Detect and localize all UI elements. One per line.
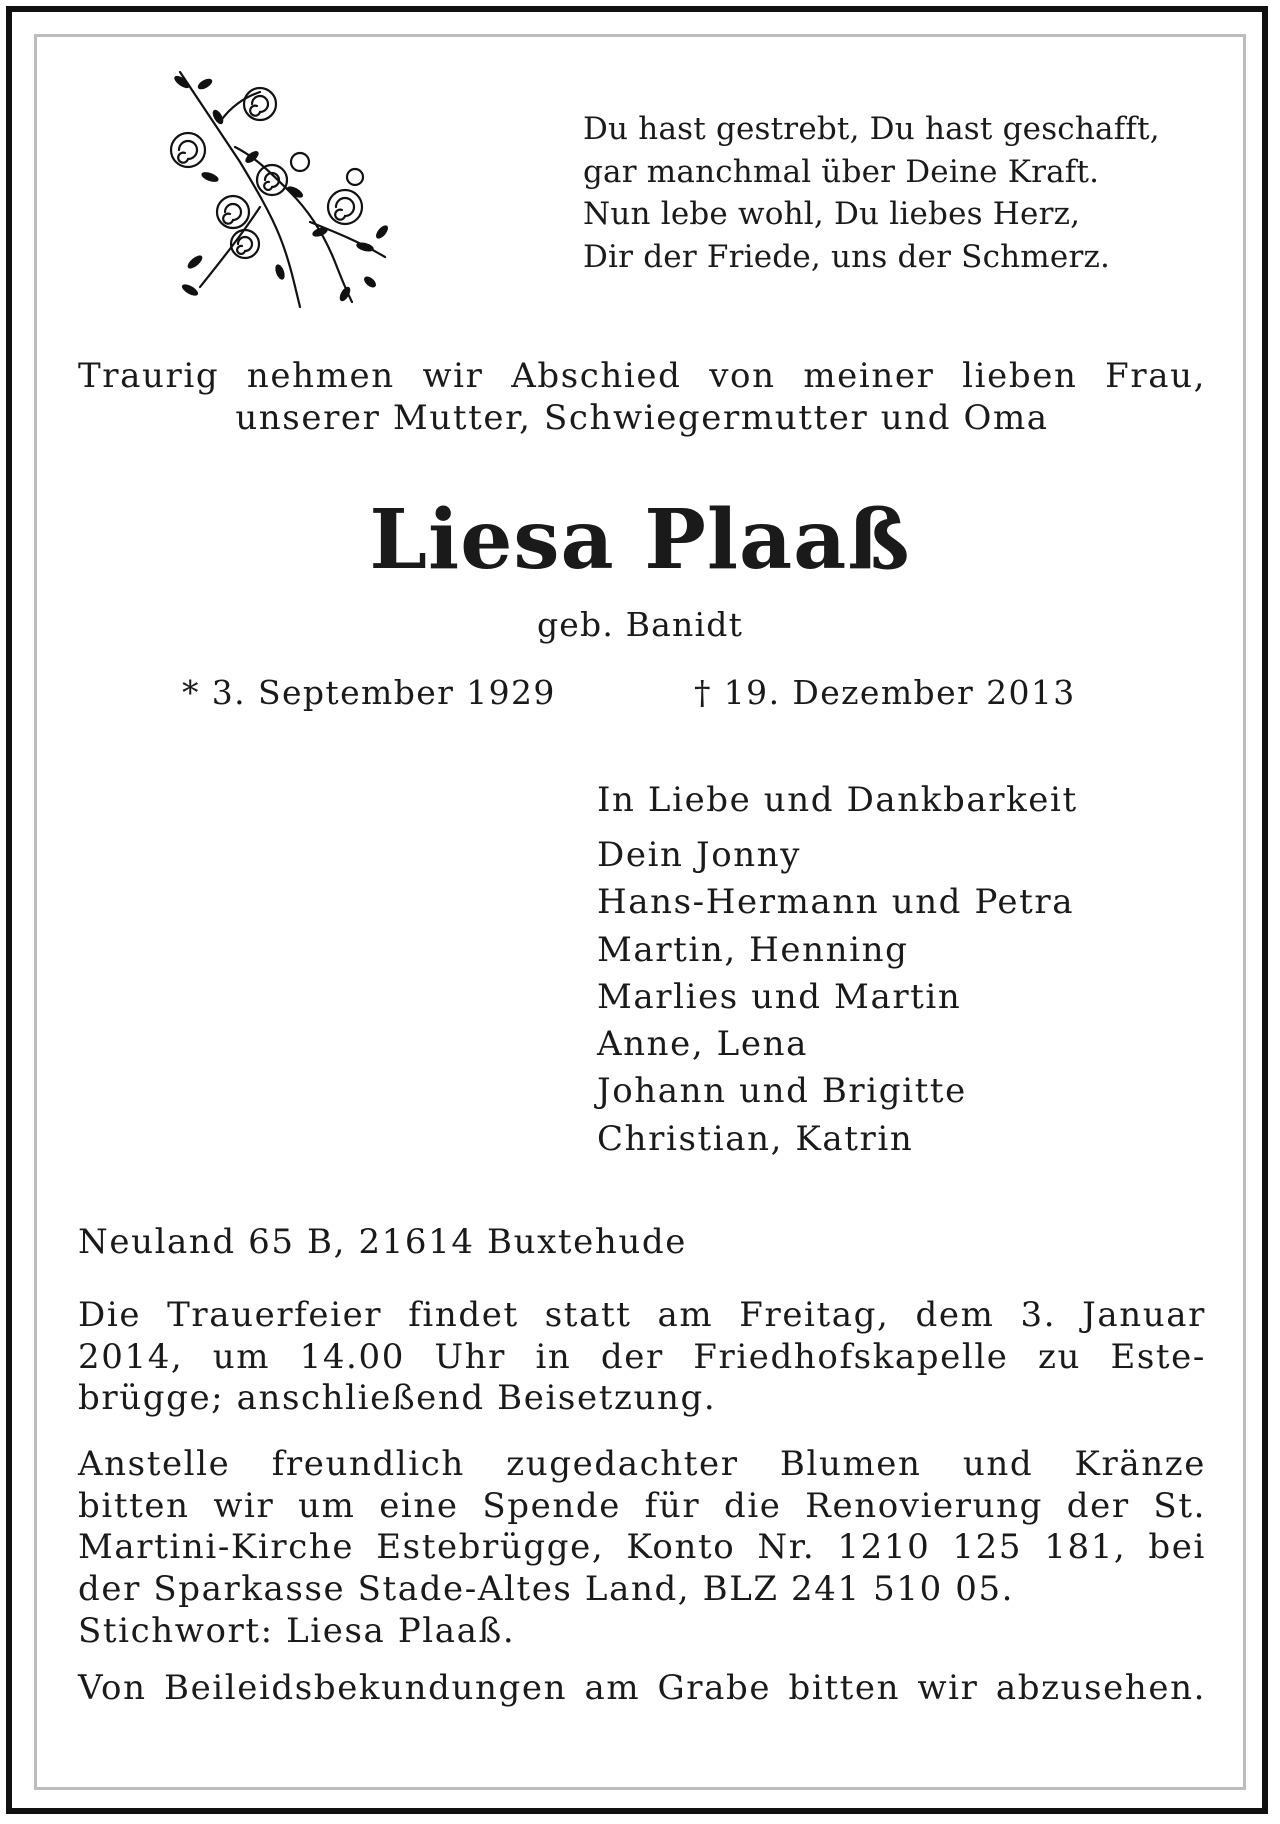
family-member: Dein Jonny bbox=[597, 835, 802, 875]
poem-line: Du hast gestrebt, Du hast geschafft, bbox=[583, 111, 1160, 147]
death-date: † 19. Dezember 2013 bbox=[694, 673, 1076, 712]
intro-text bbox=[78, 355, 1206, 439]
family-heading: In Liebe und Dankbarkeit bbox=[597, 780, 1078, 820]
deceased-name: Liesa Plaaß bbox=[369, 492, 911, 588]
family-member: Anne, Lena bbox=[597, 1024, 808, 1065]
intro-line: Traurig nehmen wir Abschied von meiner lieben Frau, bbox=[78, 356, 1206, 396]
service-info bbox=[78, 1295, 1206, 1420]
family-member: Marlies und Martin bbox=[597, 976, 962, 1017]
family-member: Johann und Brigitte bbox=[597, 1071, 967, 1112]
address bbox=[78, 1222, 1206, 1264]
family-member: Hans-Hermann und Petra bbox=[597, 882, 1075, 923]
poem-line: Dir der Friede, uns der Schmerz. bbox=[583, 238, 1111, 275]
donation-line: Stichwort: Liesa Plaaß. bbox=[78, 1610, 516, 1651]
address-line: Neuland 65 B, 21614 Buxtehude bbox=[78, 1222, 687, 1262]
maiden-name: geb. Banidt bbox=[536, 605, 744, 644]
donation-line: Martini-Kirche Estebrügge, Konto Nr. 1210 125 181, bei bbox=[78, 1527, 1206, 1568]
service-line: 2014, um 14.00 Uhr in der Friedhofskapelle zu Este- bbox=[78, 1336, 1206, 1377]
condolence-note bbox=[78, 1668, 1206, 1710]
condolence-line: Von Beileidsbekundungen am Grabe bitten wir abzusehen. bbox=[78, 1668, 1206, 1708]
donation-info bbox=[78, 1444, 1206, 1652]
donation-line: Anstelle freundlich zugedachter Blumen und Kränze bbox=[78, 1444, 1206, 1484]
birth-date: * 3. September 1929 bbox=[182, 673, 556, 712]
poem-line: gar manchmal über Deine Kraft. bbox=[583, 153, 1100, 190]
donation-line: der Sparkasse Stade-Altes Land, BLZ 241 510 05. bbox=[78, 1569, 1015, 1610]
intro-line: unserer Mutter, Schwiegermutter und Oma bbox=[235, 398, 1049, 438]
donation-line: bitten wir um eine Spende für die Renovierung der St. bbox=[78, 1485, 1206, 1526]
family-member: Christian, Katrin bbox=[597, 1118, 914, 1159]
poem bbox=[583, 108, 1223, 278]
service-line: Die Trauerfeier findet statt am Freitag, dem 3. Januar bbox=[78, 1295, 1206, 1335]
family-member: Martin, Henning bbox=[597, 929, 909, 970]
family-block bbox=[597, 776, 1078, 1163]
poem-line: Nun lebe wohl, Du liebes Herz, bbox=[583, 196, 1081, 232]
service-line: brügge; anschließend Beisetzung. bbox=[78, 1378, 717, 1419]
roses-icon bbox=[160, 62, 400, 312]
